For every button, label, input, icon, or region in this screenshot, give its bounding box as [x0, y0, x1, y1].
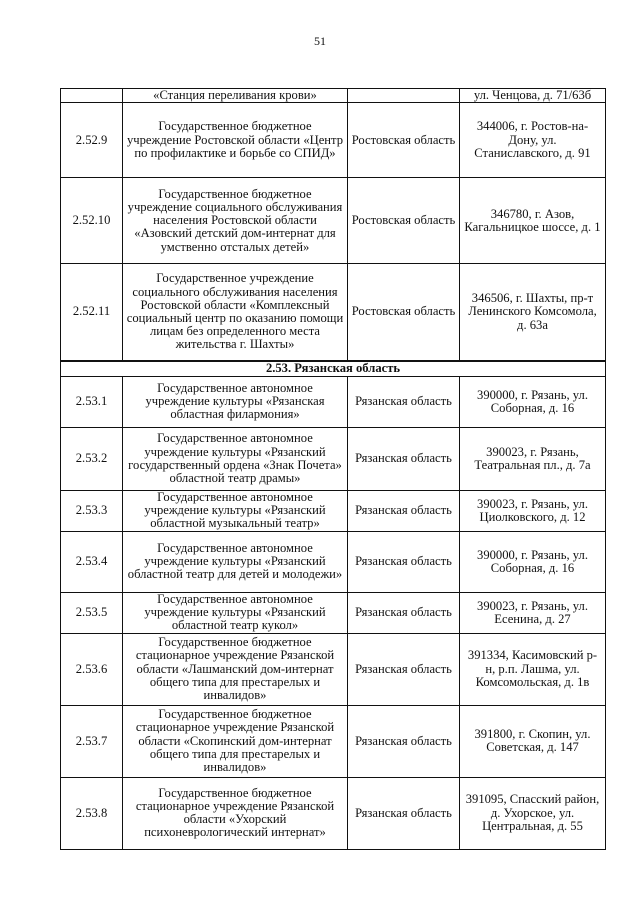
region-cell: Рязанская область	[348, 490, 460, 531]
address-cell: 390023, г. Рязань, ул. Циолковского, д. 12	[460, 490, 606, 531]
table-row	[61, 103, 606, 178]
region-cell: Ростовская область	[348, 178, 460, 264]
institutions-table	[60, 88, 606, 850]
address-cell: 346506, г. Шахты, пр-т Ленинского Комсомола, д. 63а	[460, 264, 606, 361]
institution-name-cell: «Станция переливания крови»	[123, 89, 348, 103]
region-cell: Ростовская область	[348, 103, 460, 178]
institution-name-cell: Государственное бюджетное учреждение социального обслуживания населения Ростовской области «Азовский детский дом-интернат для умственно отсталых детей»	[123, 178, 348, 264]
table-row	[61, 633, 606, 705]
address-cell: 390000, г. Рязань, ул. Соборная, д. 16	[460, 531, 606, 592]
row-number-cell: 2.53.6	[61, 633, 123, 705]
address-cell: 390023, г. Рязань, Театральная пл., д. 7а	[460, 427, 606, 490]
region-cell: Рязанская область	[348, 705, 460, 777]
row-number-cell: 2.53.2	[61, 427, 123, 490]
row-number-cell: 2.53.7	[61, 705, 123, 777]
section-title: 2.53. Рязанская область	[61, 361, 606, 377]
institution-name-cell: Государственное автономное учреждение культуры «Рязанский областной музыкальный театр»	[123, 490, 348, 531]
region-cell: Ростовская область	[348, 264, 460, 361]
address-cell: 390000, г. Рязань, ул. Соборная, д. 16	[460, 376, 606, 427]
institution-name-cell: Государственное автономное учреждение культуры «Рязанский областной театр для детей и молодежи»	[123, 531, 348, 592]
region-cell	[348, 89, 460, 103]
institutions-table-body	[61, 89, 606, 850]
row-number-cell: 2.53.4	[61, 531, 123, 592]
address-cell: 391334, Касимовский р-н, р.п. Лашма, ул. Комсомольская, д. 1в	[460, 633, 606, 705]
institution-name-cell: Государственное бюджетное стационарное учреждение Рязанской области «Ухорский психоневрологический интернат»	[123, 777, 348, 849]
region-cell: Рязанская область	[348, 531, 460, 592]
table-row	[61, 427, 606, 490]
institution-name-cell: Государственное бюджетное учреждение Ростовской области «Центр по профилактике и борьбе со СПИД»	[123, 103, 348, 178]
institution-name-cell: Государственное автономное учреждение культуры «Рязанский областной театр кукол»	[123, 592, 348, 633]
table-row	[61, 178, 606, 264]
row-number-cell: 2.52.10	[61, 178, 123, 264]
page-number: 51	[314, 34, 326, 48]
table-row	[61, 490, 606, 531]
institution-name-cell: Государственное бюджетное стационарное учреждение Рязанской области «Лашманский дом-интернат общего типа для престарелых и инвалидов»	[123, 633, 348, 705]
row-number-cell: 2.53.1	[61, 376, 123, 427]
table-row	[61, 592, 606, 633]
table-row	[61, 777, 606, 849]
row-number-cell: 2.53.5	[61, 592, 123, 633]
address-cell: 390023, г. Рязань, ул. Есенина, д. 27	[460, 592, 606, 633]
row-number-cell: 2.52.11	[61, 264, 123, 361]
table-row	[61, 264, 606, 361]
address-cell: 346780, г. Азов, Кагальницкое шоссе, д. 1	[460, 178, 606, 264]
row-number-cell: 2.53.3	[61, 490, 123, 531]
institution-name-cell: Государственное бюджетное стационарное учреждение Рязанской области «Скопинский дом-интернат общего типа для престарелых и инвалидов»	[123, 705, 348, 777]
row-number-cell: 2.52.9	[61, 103, 123, 178]
address-cell: 391095, Спасский район, д. Ухорское, ул. Центральная, д. 55	[460, 777, 606, 849]
table-row	[61, 705, 606, 777]
table-row	[61, 89, 606, 103]
address-cell: ул. Ченцова, д. 71/63б	[460, 89, 606, 103]
table-row	[61, 376, 606, 427]
row-number-cell	[61, 89, 123, 103]
address-cell: 391800, г. Скопин, ул. Советская, д. 147	[460, 705, 606, 777]
institution-name-cell: Государственное автономное учреждение культуры «Рязанская областная филармония»	[123, 376, 348, 427]
region-cell: Рязанская область	[348, 592, 460, 633]
table-row	[61, 531, 606, 592]
region-cell: Рязанская область	[348, 777, 460, 849]
region-cell: Рязанская область	[348, 427, 460, 490]
section-row	[61, 361, 606, 377]
row-number-cell: 2.53.8	[61, 777, 123, 849]
institution-name-cell: Государственное учреждение социального обслуживания населения Ростовской области «Комплексный социальный центр по оказанию помощи лицам без определенного места жительства г. Шахты»	[123, 264, 348, 361]
region-cell: Рязанская область	[348, 633, 460, 705]
region-cell: Рязанская область	[348, 376, 460, 427]
address-cell: 344006, г. Ростов-на-Дону, ул. Станиславского, д. 91	[460, 103, 606, 178]
institution-name-cell: Государственное автономное учреждение культуры «Рязанский государственный ордена «Знак Почета» областной театр драмы»	[123, 427, 348, 490]
